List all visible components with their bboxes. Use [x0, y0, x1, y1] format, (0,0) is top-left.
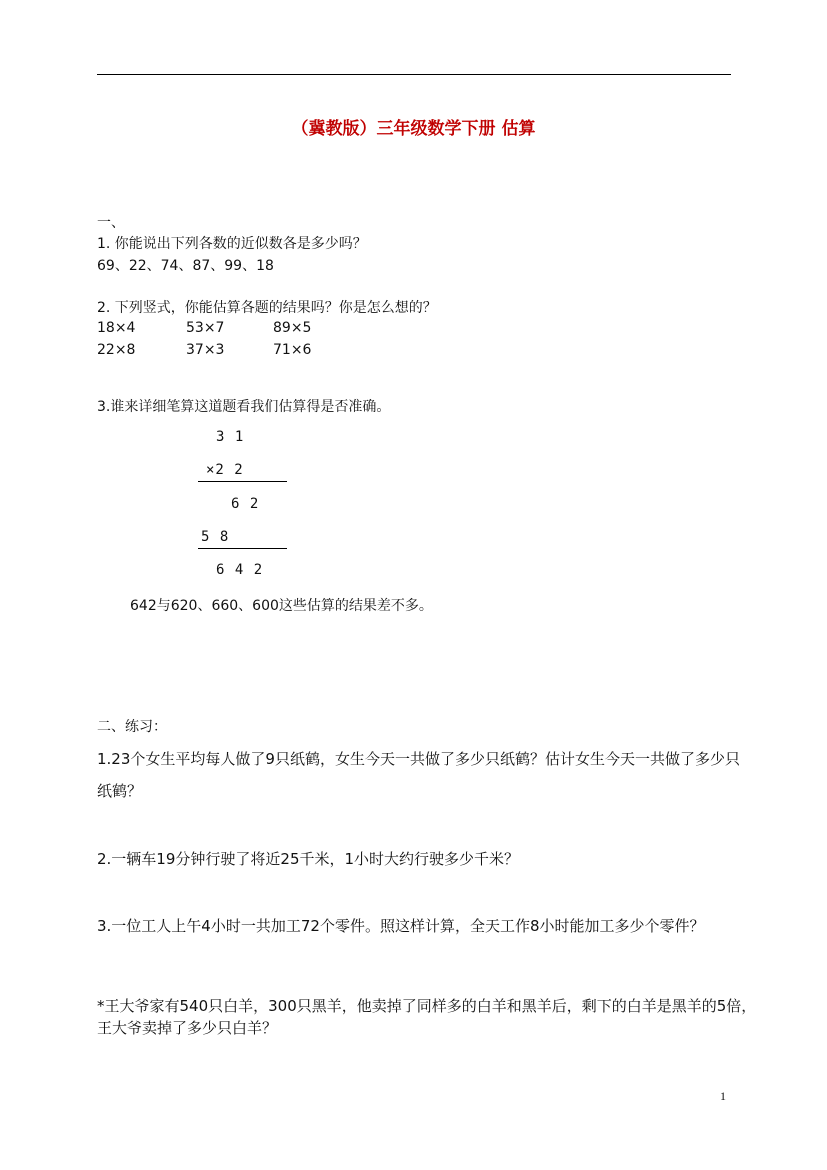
q2-expr: 37×3 [186, 342, 225, 358]
page-title: （冀教版）三年级数学下册 估算 [291, 119, 536, 139]
problem-4-line-2: 王大爷卖掉了多少只白羊？ [97, 1019, 278, 1037]
calc-multiplier: ×2 2 [206, 462, 244, 478]
q2-expr: 22×8 [97, 342, 136, 358]
q3-text: 3.谁来详细笔算这道题看我们估算得是否准确。 [97, 399, 391, 415]
q2-expr: 18×4 [97, 320, 136, 336]
problem-3: 3.一位工人上午4小时一共加工72个零件。照这样计算，全天工作8小时能加工多少个零件？ [97, 917, 705, 935]
q1-text: 1. 你能说出下列各数的近似数各是多少吗？ [97, 236, 367, 252]
q3-conclusion: 642与620、660、600这些估算的结果差不多。 [130, 598, 433, 614]
calc-result: 6 4 2 [216, 562, 264, 578]
section2-heading: 二、练习： [97, 719, 167, 735]
calc-rule-1 [198, 481, 287, 482]
header-rule [97, 74, 731, 75]
q1-numbers: 69、22、74、87、99、18 [97, 258, 274, 274]
section1-heading: 一、 [97, 215, 125, 231]
q2-expr: 53×7 [186, 320, 225, 336]
q2-expr: 89×5 [273, 320, 312, 336]
page-number: 1 [720, 1089, 726, 1103]
calc-rule-2 [198, 548, 287, 549]
q2-text: 2. 下列竖式，你能估算各题的结果吗？你是怎么想的？ [97, 300, 437, 316]
calc-partial-2: 5 8 [201, 529, 230, 545]
problem-1-line-1: 1.23个女生平均每人做了9只纸鹤，女生今天一共做了多少只纸鹤？估计女生今天一共做了多少只 [97, 750, 740, 768]
problem-2: 2.一辆车19分钟行驶了将近25千米，1小时大约行驶多少千米？ [97, 850, 520, 868]
calc-partial-1: 6 2 [231, 496, 260, 512]
calc-multiplicand: 3 1 [216, 429, 245, 445]
problem-4-line-1: *王大爷家有540只白羊，300只黑羊，他卖掉了同样多的白羊和黑羊后，剩下的白羊是黑羊的5倍， [97, 997, 757, 1015]
q2-expr: 71×6 [273, 342, 312, 358]
problem-1-line-2: 纸鹤？ [97, 782, 143, 800]
